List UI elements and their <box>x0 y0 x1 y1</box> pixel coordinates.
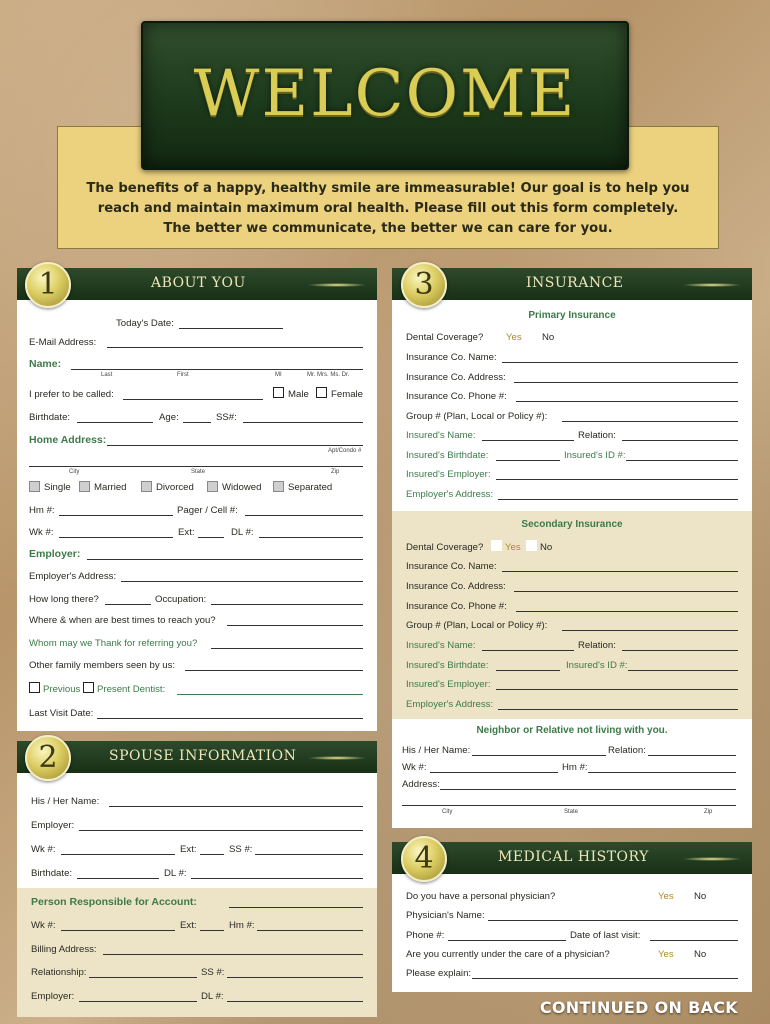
name-sub-last: Last <box>101 372 113 378</box>
spouse-ext-label: Ext: <box>180 844 197 855</box>
sec-dental-coverage-label: Dental Coverage? <box>406 542 484 553</box>
married-checkbox[interactable] <box>79 481 90 492</box>
where-when-label: Where & when are best times to reach you? <box>29 615 216 626</box>
last-visit-field[interactable] <box>650 940 738 941</box>
present-dentist-label: Present Dentist: <box>97 684 166 695</box>
spouse-ss-field[interactable] <box>255 854 363 855</box>
sec-co-address-label: Insurance Co. Address: <box>406 581 506 592</box>
physician-name-label: Physician's Name: <box>406 910 485 921</box>
other-family-field[interactable] <box>185 670 363 671</box>
sec-co-phone-field[interactable] <box>516 611 738 612</box>
sec-employer-address-field[interactable] <box>498 709 738 710</box>
wk-field[interactable] <box>59 537 173 538</box>
resp-employer-field[interactable] <box>79 1001 197 1002</box>
sec-co-address-field[interactable] <box>514 591 738 592</box>
explain-field[interactable] <box>472 978 738 979</box>
male-checkbox[interactable] <box>273 387 284 398</box>
spouse-wk-label: Wk #: <box>31 844 56 855</box>
spouse-dl-field[interactable] <box>191 878 363 879</box>
previous-checkbox[interactable] <box>29 682 40 693</box>
co-name-label: Insurance Co. Name: <box>406 352 497 363</box>
sec-no: No <box>540 542 553 553</box>
male-label: Male <box>288 389 309 400</box>
group-label: Group # (Plan, Local or Policy #): <box>406 411 548 422</box>
medical-title: MEDICAL HISTORY <box>498 849 649 865</box>
birthdate-field[interactable] <box>77 422 153 423</box>
how-long-label: How long there? <box>29 594 99 605</box>
employer-address-label: Employer's Address: <box>406 489 494 500</box>
sec-insured-employer-label: Insured's Employer: <box>406 679 491 690</box>
dentist-field[interactable] <box>177 694 363 695</box>
resp-hm-field[interactable] <box>257 930 363 931</box>
ext-label: Ext: <box>178 527 195 538</box>
last-visit-label: Date of last visit: <box>570 930 641 941</box>
city-sub: City <box>69 469 80 475</box>
physician-no[interactable]: No <box>694 891 707 902</box>
neighbor-address-field[interactable] <box>440 789 736 790</box>
sec-group-label: Group # (Plan, Local or Policy #): <box>406 620 548 631</box>
sec-insured-birthdate-label: Insured's Birthdate: <box>406 660 489 671</box>
insurance-title: INSURANCE <box>526 275 624 291</box>
name-sub-mi: MI <box>275 372 282 378</box>
co-name-field[interactable] <box>502 362 738 363</box>
separated-checkbox[interactable] <box>273 481 284 492</box>
sec-insured-employer-field[interactable] <box>496 689 738 690</box>
relationship-label: Relationship: <box>31 967 87 978</box>
co-phone-field[interactable] <box>516 401 738 402</box>
co-address-label: Insurance Co. Address: <box>406 372 506 383</box>
employer-label: Employer: <box>29 548 81 560</box>
name-sub-titles: Mr. Mrs. Ms. Dr. <box>307 372 350 378</box>
neighbor-address-label: Address: <box>402 779 440 790</box>
welcome-title: WELCOME <box>193 57 577 131</box>
home-address-label: Home Address: <box>29 434 107 446</box>
welcome-plaque <box>141 21 629 170</box>
about-you-title: ABOUT YOU <box>151 275 246 291</box>
primary-no[interactable]: No <box>542 332 555 343</box>
spouse-dl-label: DL #: <box>164 868 187 879</box>
previous-label: Previous <box>43 684 81 695</box>
continued-on-back: CONTINUED ON BACK <box>539 998 738 1017</box>
spouse-ext-field[interactable] <box>200 854 224 855</box>
explain-label: Please explain: <box>406 968 472 979</box>
physician-question: Do you have a personal physician? <box>406 891 556 902</box>
sec-yes: Yes <box>505 542 521 553</box>
insured-employer-field[interactable] <box>496 479 738 480</box>
insured-id-field[interactable] <box>626 460 738 461</box>
spouse-ss-label: SS #: <box>229 844 253 855</box>
sec-co-phone-label: Insurance Co. Phone #: <box>406 601 507 612</box>
wk-label: Wk #: <box>29 527 54 538</box>
age-label: Age: <box>159 412 179 423</box>
whom-thank-field[interactable] <box>211 648 363 649</box>
primary-yes[interactable]: Yes <box>506 332 522 343</box>
spouse-birthdate-field[interactable] <box>77 878 159 879</box>
last-visit-field[interactable] <box>97 718 363 719</box>
sec-insured-name-label: Insured's Name: <box>406 640 476 651</box>
sec-yes-checkbox[interactable] <box>491 540 502 551</box>
co-address-field[interactable] <box>514 382 738 383</box>
insured-name-label: Insured's Name: <box>406 430 476 441</box>
birthdate-label: Birthdate: <box>29 412 71 423</box>
neighbor-relation-label: Relation: <box>608 745 646 756</box>
insured-employer-label: Insured's Employer: <box>406 469 491 480</box>
neighbor-heading: Neighbor or Relative not living with you. <box>476 725 668 736</box>
phone-field[interactable] <box>448 940 566 941</box>
resp-ss-label: SS #: <box>201 967 225 978</box>
separated-label: Separated <box>288 482 333 493</box>
resp-wk-field[interactable] <box>61 930 175 931</box>
sec-no-checkbox[interactable] <box>526 540 537 551</box>
employer-address-field[interactable] <box>498 499 738 500</box>
neighbor-wk-label: Wk #: <box>402 762 427 773</box>
neighbor-name-field[interactable] <box>472 755 606 756</box>
header-highlight <box>307 756 367 760</box>
responsible-field[interactable] <box>229 907 363 908</box>
resp-wk-label: Wk #: <box>31 920 56 931</box>
phone-label: Phone #: <box>406 930 445 941</box>
sec-group-field[interactable] <box>562 630 738 631</box>
section-number-2: 2 <box>25 735 71 781</box>
neighbor-name-label: His / Her Name: <box>402 745 471 756</box>
dl-label: DL #: <box>231 527 254 538</box>
todays-date-field[interactable] <box>179 328 283 329</box>
sec-relation-label: Relation: <box>578 640 616 651</box>
employer-address-field[interactable] <box>121 581 363 582</box>
neighbor-state-sub: State <box>564 809 579 815</box>
name-label: Name: <box>29 358 62 370</box>
about-you-header <box>17 268 377 300</box>
pager-label: Pager / Cell #: <box>177 505 238 516</box>
widowed-label: Widowed <box>222 482 262 493</box>
relation-label: Relation: <box>578 430 616 441</box>
resp-hm-label: Hm #: <box>229 920 255 931</box>
physician-yes[interactable]: Yes <box>658 891 674 902</box>
spouse-panel <box>17 741 377 1017</box>
sec-relation-field[interactable] <box>622 650 738 651</box>
billing-field[interactable] <box>103 954 363 955</box>
secondary-insurance-heading: Secondary Insurance <box>521 519 623 530</box>
spouse-employer-field[interactable] <box>79 830 363 831</box>
ss-field[interactable] <box>243 422 363 423</box>
intro-line-3: The better we communicate, the better we can care for you. <box>163 221 613 236</box>
responsible-label: Person Responsible for Account: <box>31 896 197 908</box>
section-number-3: 3 <box>401 262 447 308</box>
ext-field[interactable] <box>198 537 224 538</box>
where-when-field[interactable] <box>227 625 363 626</box>
header-highlight <box>682 857 742 861</box>
home-address-field[interactable] <box>107 445 363 446</box>
zip-sub: Zip <box>331 469 340 475</box>
spouse-wk-field[interactable] <box>61 854 175 855</box>
sec-co-name-label: Insurance Co. Name: <box>406 561 497 572</box>
neighbor-zip-sub: Zip <box>704 809 713 815</box>
relation-field[interactable] <box>622 440 738 441</box>
header-highlight <box>682 283 742 287</box>
sec-insured-id-label: Insured's ID #: <box>566 660 628 671</box>
resp-employer-label: Employer: <box>31 991 75 1002</box>
hm-field[interactable] <box>59 515 173 516</box>
billing-label: Billing Address: <box>31 944 97 955</box>
sec-insured-name-field[interactable] <box>482 650 574 651</box>
employer-address-label: Employer's Address: <box>29 571 117 582</box>
insured-birthdate-label: Insured's Birthdate: <box>406 450 489 461</box>
spouse-name-label: His / Her Name: <box>31 796 100 807</box>
email-label: E-Mail Address: <box>29 337 97 348</box>
female-checkbox[interactable] <box>316 387 327 398</box>
sec-insured-id-field[interactable] <box>628 670 738 671</box>
name-sub-first: First <box>177 372 189 378</box>
name-field[interactable] <box>71 369 363 370</box>
sec-co-name-field[interactable] <box>502 571 738 572</box>
resp-dl-label: DL #: <box>201 991 224 1002</box>
under-care-yes[interactable]: Yes <box>658 949 674 960</box>
group-field[interactable] <box>562 421 738 422</box>
section-number-4: 4 <box>401 836 447 882</box>
intro-line-2: reach and maintain maximum oral health. Please fill out this form completely. <box>97 201 679 216</box>
age-field[interactable] <box>183 422 211 423</box>
spouse-employer-label: Employer: <box>31 820 75 831</box>
state-sub: State <box>191 469 206 475</box>
divorced-label: Divorced <box>156 482 194 493</box>
insured-id-label: Insured's ID #: <box>564 450 626 461</box>
dental-coverage-label: Dental Coverage? <box>406 332 484 343</box>
employer-field[interactable] <box>87 559 363 560</box>
spouse-birthdate-label: Birthdate: <box>31 868 73 879</box>
spouse-title: SPOUSE INFORMATION <box>109 748 297 764</box>
insured-name-field[interactable] <box>482 440 574 441</box>
physician-name-field[interactable] <box>488 920 738 921</box>
intro-line-1: The benefits of a happy, healthy smile are immeasurable! Our goal is to help you <box>86 181 690 196</box>
insured-birthdate-field[interactable] <box>496 460 560 461</box>
city-state-zip-field[interactable] <box>29 466 363 467</box>
primary-insurance-heading: Primary Insurance <box>528 310 616 321</box>
resp-ext-label: Ext: <box>180 920 197 931</box>
resp-dl-field[interactable] <box>227 1001 363 1002</box>
intro-text <box>78 179 698 239</box>
insurance-panel <box>392 268 752 828</box>
section-number-1: 1 <box>25 262 71 308</box>
under-care-question: Are you currently under the care of a physician? <box>406 949 610 960</box>
todays-date-label: Today's Date: <box>116 318 174 329</box>
neighbor-city-sub: City <box>442 809 453 815</box>
married-label: Married <box>94 482 127 493</box>
sec-employer-address-label: Employer's Address: <box>406 699 494 710</box>
apt-sub: Apt/Condo # <box>328 448 362 454</box>
prefer-field[interactable] <box>123 399 263 400</box>
relationship-field[interactable] <box>89 977 197 978</box>
hm-label: Hm #: <box>29 505 55 516</box>
occupation-field[interactable] <box>211 604 363 605</box>
neighbor-hm-label: Hm #: <box>562 762 588 773</box>
neighbor-wk-field[interactable] <box>430 772 558 773</box>
whom-thank-label: Whom may we Thank for referring you? <box>29 638 198 649</box>
neighbor-relation-field[interactable] <box>648 755 736 756</box>
other-family-label: Other family members seen by us: <box>29 660 176 671</box>
ss-label: SS#: <box>216 412 237 423</box>
how-long-field[interactable] <box>105 604 151 605</box>
widowed-checkbox[interactable] <box>207 481 218 492</box>
single-checkbox[interactable] <box>29 481 40 492</box>
pager-field[interactable] <box>245 515 363 516</box>
under-care-no[interactable]: No <box>694 949 707 960</box>
divorced-checkbox[interactable] <box>141 481 152 492</box>
single-label: Single <box>44 482 71 493</box>
dl-field[interactable] <box>259 537 363 538</box>
female-label: Female <box>331 389 363 400</box>
neighbor-hm-field[interactable] <box>588 772 736 773</box>
prefer-label: I prefer to be called: <box>29 389 114 400</box>
spouse-name-field[interactable] <box>109 806 363 807</box>
resp-ext-field[interactable] <box>200 930 224 931</box>
header-highlight <box>307 283 367 287</box>
neighbor-city-field[interactable] <box>402 805 736 806</box>
co-phone-label: Insurance Co. Phone #: <box>406 391 507 402</box>
email-field[interactable] <box>107 347 363 348</box>
present-dentist-checkbox[interactable] <box>83 682 94 693</box>
resp-ss-field[interactable] <box>227 977 363 978</box>
last-visit-label: Last Visit Date: <box>29 708 94 719</box>
about-you-panel <box>17 268 377 731</box>
sec-insured-birthdate-field[interactable] <box>496 670 560 671</box>
occupation-label: Occupation: <box>155 594 207 605</box>
spouse-header <box>17 741 377 773</box>
